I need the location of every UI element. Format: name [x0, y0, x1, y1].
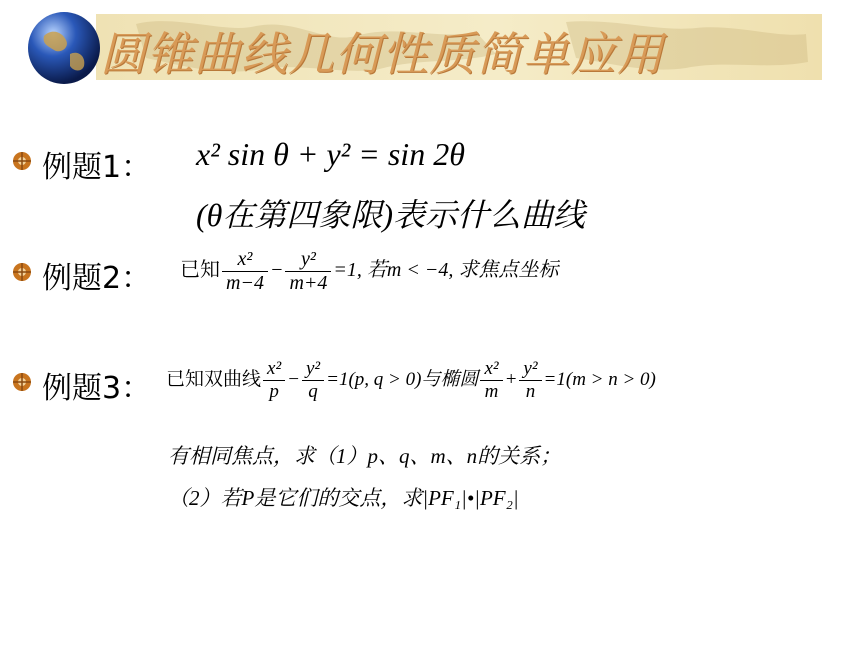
bullet-icon: [12, 262, 32, 282]
example-2-formula: 已知 $\frac{\text{x²}}{m-4}$ − $\frac{\text{y²}}{m+4}$ =1, 若m < −4, 求焦点坐标: [180, 248, 559, 294]
fraction: $\frac{\text{x²}}{p}$: [263, 358, 285, 403]
fraction: $\frac{\text{x²}}{m-4}$: [222, 248, 268, 295]
bullet-icon: [12, 372, 32, 392]
example-2-post: =1, 若m < −4, 求焦点坐标: [333, 259, 559, 282]
example-3-formula: 已知双曲线 $\frac{\text{x²}}{p}$ − $\frac{\text{y²}}{q}$ =1(p, q > 0)与椭圆 $\frac{\text{x²}}{m}$ + $\frac{\text{y²}}{n}$ =1(m > n > 0): [166, 358, 656, 402]
example-3-line-3: （2）若P是它们的交点，求|PF₁|•|PF₂|: [168, 486, 519, 510]
globe-icon: [26, 10, 102, 86]
fraction: $\frac{\text{y²}}{q}$: [302, 358, 324, 403]
example-1-formula: x² sin θ + y² = sin 2θ: [196, 136, 465, 172]
page-title: 圆锥曲线几何性质简单应用: [100, 27, 664, 81]
example-3-line-2: 有相同焦点，求（1）p、q、m、n的关系；: [168, 444, 562, 468]
example-1-note: (θ在第四象限)表示什么曲线: [196, 197, 586, 233]
example-3-label: 例题3：: [42, 371, 152, 406]
fraction: $\frac{\text{y²}}{n}$: [519, 358, 541, 403]
bullet-icon: [12, 151, 32, 171]
example-2-label: 例题2：: [42, 261, 152, 296]
fraction: $\frac{\text{x²}}{m}$: [480, 358, 502, 403]
fraction: $\frac{\text{y²}}{m+4}$: [285, 248, 331, 295]
example-2-pre: 已知: [180, 257, 220, 282]
example-1-label: 例题1：: [42, 150, 152, 185]
